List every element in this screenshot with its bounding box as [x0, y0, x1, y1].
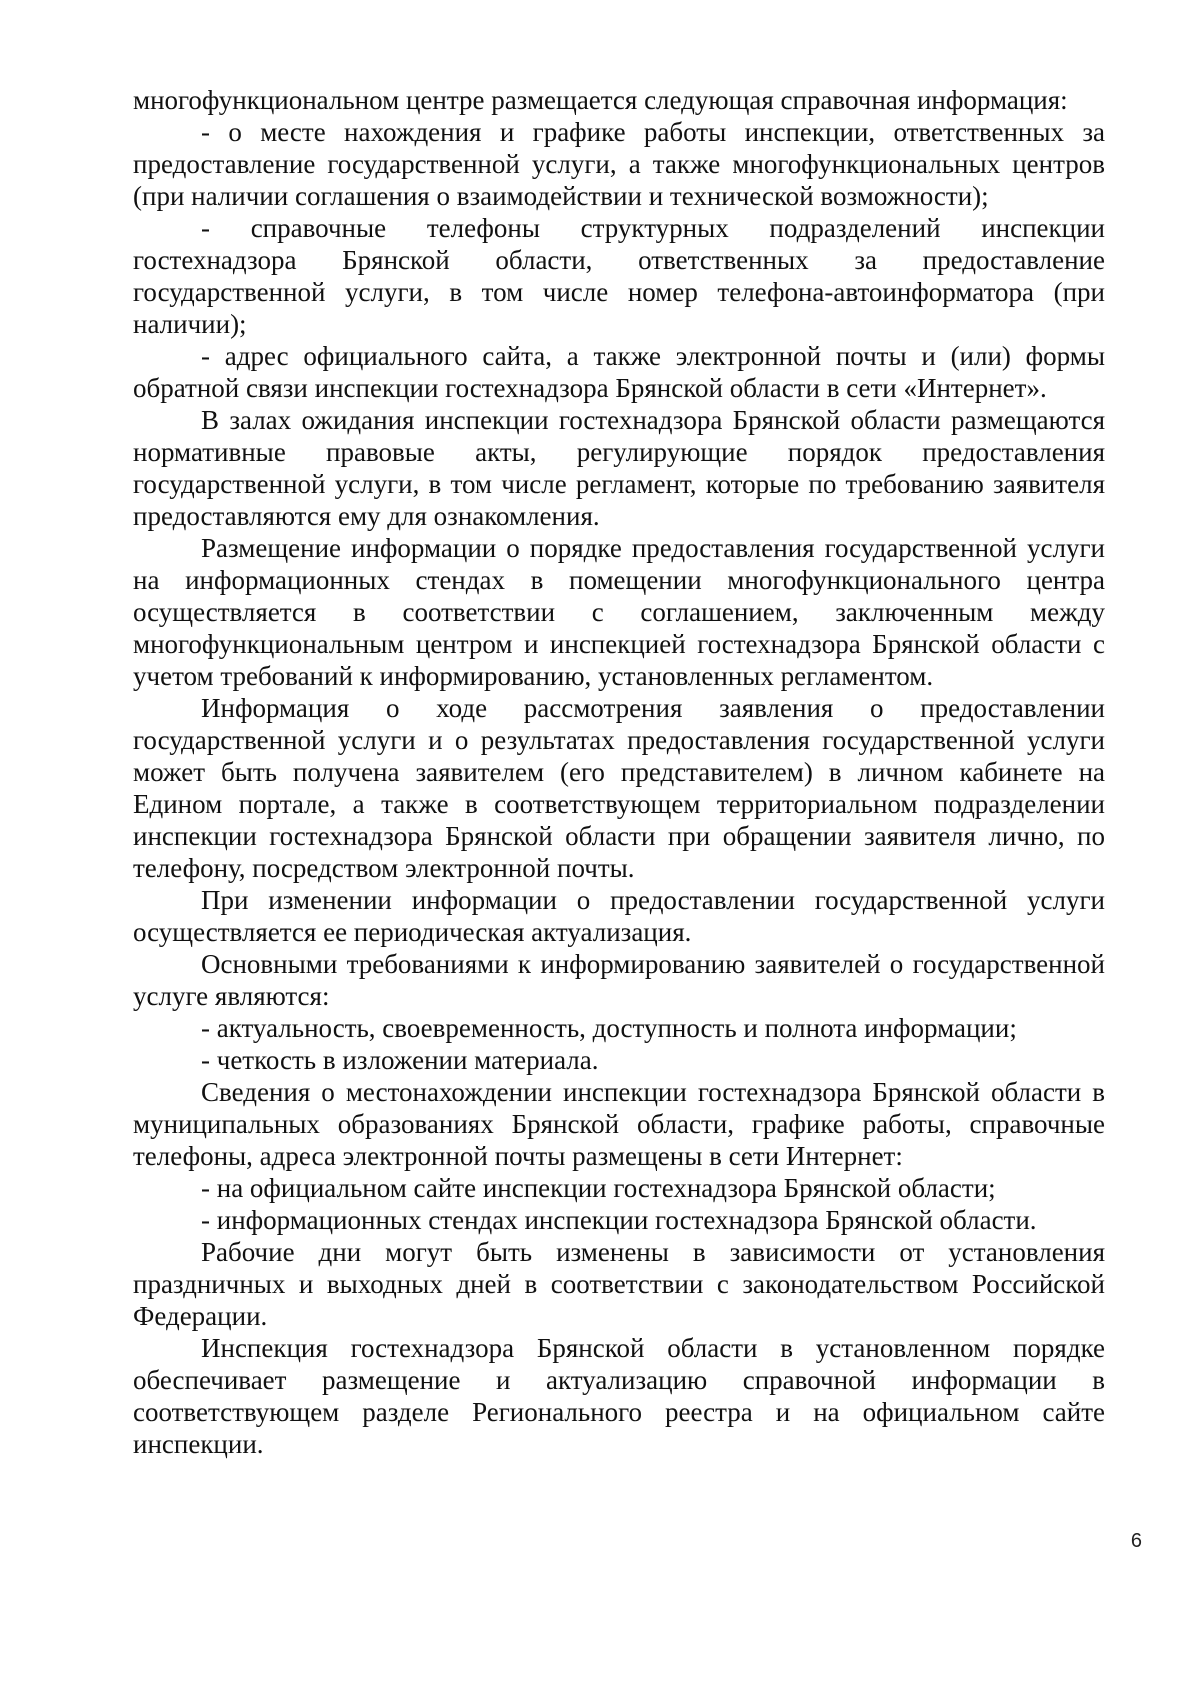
paragraph-5: В залах ожидания инспекции гостехнадзора Брянской области размещаются нормативные правовые акты, регулирующие порядок предоставления государственной услуги, в том числе регламент, которые по требованию заявителя предоставляются ему для ознакомления.: [133, 405, 1105, 531]
paragraph-14: - информационных стендах инспекции гостехнадзора Брянской области.: [201, 1205, 1037, 1235]
paragraph-12: Сведения о местонахождении инспекции гостехнадзора Брянской области в муниципальных образованиях Брянской области, графике работы, справочные телефоны, адреса электронной почты размещены в сети Интернет:: [133, 1077, 1105, 1171]
paragraph-15: Рабочие дни могут быть изменены в зависимости от установления праздничных и выходных дней в соответствии с законодательством Российской Федерации.: [133, 1237, 1105, 1331]
paragraph-11: - четкость в изложении материала.: [201, 1045, 599, 1075]
paragraph-16: Инспекция гостехнадзора Брянской области в установленном порядке обеспечивает размещение и актуализацию справочной информации в соответствующем разделе Регионального реестра и на официальном сайте инспекции.: [133, 1333, 1105, 1459]
paragraph-7: Информация о ходе рассмотрения заявления о предоставлении государственной услуги и о результатах предоставления государственной услуги может быть получена заявителем (его представителем) в личном кабинете на Едином портале, а также в соответствующем территориальном подразделении инспекции гостехнадзора Брянской области при обращении заявителя лично, по телефону, посредством электронной почты.: [133, 693, 1105, 883]
document-body: [133, 84, 1105, 1460]
page-number: 6: [1130, 1530, 1142, 1552]
paragraph-4: - адрес официального сайта, а также электронной почты и (или) формы обратной связи инспекции гостехнадзора Брянской области в сети «Интернет».: [133, 341, 1105, 403]
paragraph-2: - о месте нахождения и графике работы инспекции, ответственных за предоставление государственной услуги, а также многофункциональных центров (при наличии соглашения о взаимодействии и технической возможности);: [133, 117, 1105, 211]
paragraph-8: При изменении информации о предоставлении государственной услуги осуществляется ее периодическая актуализация.: [133, 885, 1105, 947]
paragraph-1: многофункциональном центре размещается следующая справочная информация:: [133, 85, 1068, 115]
paragraph-10: - актуальность, своевременность, доступность и полнота информации;: [201, 1013, 1017, 1043]
paragraph-3: - справочные телефоны структурных подразделений инспекции гостехнадзора Брянской области, ответственных за предоставление государственной услуги, в том числе номер телефона-автоинформатора (при наличии);: [133, 213, 1105, 339]
paragraph-6: Размещение информации о порядке предоставления государственной услуги на информационных стендах в помещении многофункционального центра осуществляется в соответствии с соглашением, заключенным между многофункциональным центром и инспекцией гостехнадзора Брянской области с учетом требований к информированию, установленных регламентом.: [133, 533, 1105, 691]
paragraph-9: Основными требованиями к информированию заявителей о государственной услуге являются:: [133, 949, 1105, 1011]
paragraph-13: - на официальном сайте инспекции гостехнадзора Брянской области;: [201, 1173, 996, 1203]
